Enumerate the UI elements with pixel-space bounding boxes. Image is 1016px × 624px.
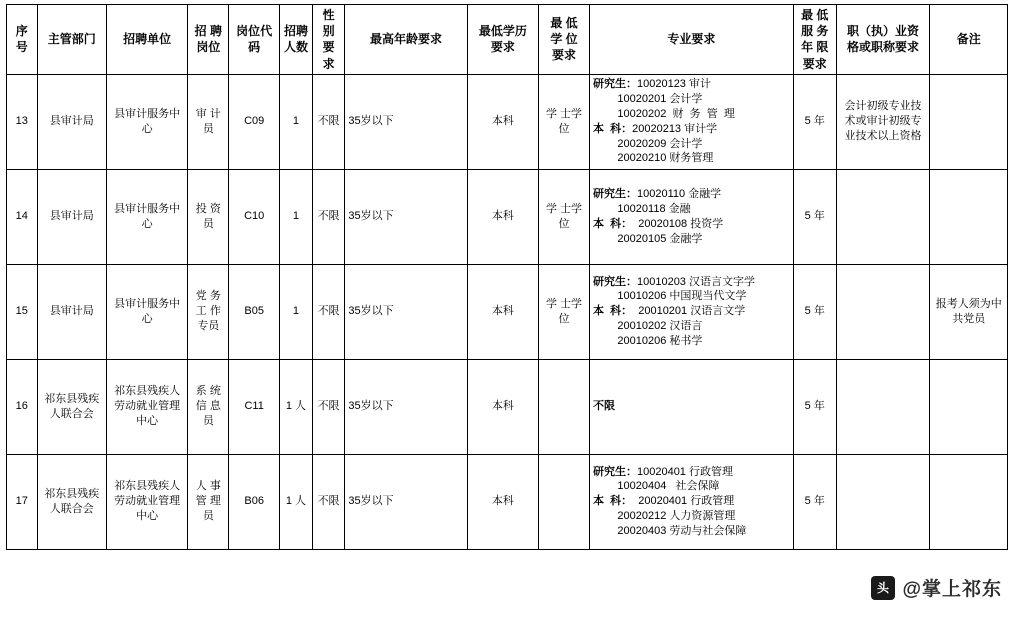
cell-seq: 15 [7,264,38,359]
cell-age: 35岁以下 [345,74,467,169]
cell-age: 35岁以下 [345,359,467,454]
cell-dept: 祁东县残疾人联合会 [37,359,106,454]
cell-edu: 本科 [467,264,538,359]
header-cert: 职（执）业资 格或职称要求 [836,5,930,75]
cell-years: 5 年 [793,359,836,454]
cell-years: 5 年 [793,264,836,359]
header-edu: 最低学历 要求 [467,5,538,75]
cell-num: 1 [280,169,313,264]
header-major: 专业要求 [589,5,793,75]
cell-sex: 不限 [312,169,345,264]
cell-cert [836,264,930,359]
cell-num: 1 人 [280,359,313,454]
header-sex: 性 别 要 求 [312,5,345,75]
cell-age: 35岁以下 [345,264,467,359]
cell-unit: 县审计服务中心 [106,264,188,359]
cell-years: 5 年 [793,74,836,169]
cell-num: 1 [280,74,313,169]
table-row [7,264,1008,359]
cell-degree [539,454,590,549]
cell-major: 研究生：10020401 行政管理 10020404 社会保障 本 科： 20020401 行政管理 20020212 人力资源管理 20020403 劳动与社会保障 [589,454,793,549]
cell-post: 投 资员 [188,169,229,264]
header-years: 最 低 服 务 年 限 要求 [793,5,836,75]
cell-sex: 不限 [312,264,345,359]
cell-note [930,74,1008,169]
header-dept: 主管部门 [37,5,106,75]
header-post: 招 聘 岗位 [188,5,229,75]
cell-note [930,359,1008,454]
cell-note: 报考人须为中共党员 [930,264,1008,359]
table-row [7,359,1008,454]
cell-cert: 会计初级专业技术或审计初级专业技术以上资格 [836,74,930,169]
cell-code: C11 [229,359,280,454]
header-age: 最高年龄要求 [345,5,467,75]
table-row [7,454,1008,549]
cell-seq: 17 [7,454,38,549]
cell-num: 1 [280,264,313,359]
cell-age: 35岁以下 [345,169,467,264]
cell-major: 研究生：10020123 审计 10020201 会计学 10020202 财 务 管 理 本 科：20020213 审计学 20020209 会计学 20020210 财务管理 [589,74,793,169]
table-header-row [7,5,1008,75]
cell-dept: 县审计局 [37,169,106,264]
cell-degree: 学 士学位 [539,74,590,169]
cell-code: B06 [229,454,280,549]
cell-cert [836,169,930,264]
header-seq: 序 号 [7,5,38,75]
cell-unit: 县审计服务中心 [106,169,188,264]
cell-seq: 13 [7,74,38,169]
cell-degree [539,359,590,454]
cell-edu: 本科 [467,169,538,264]
cell-dept: 祁东县残疾人联合会 [37,454,106,549]
cell-unit: 县审计服务中心 [106,74,188,169]
cell-seq: 14 [7,169,38,264]
cell-years: 5 年 [793,454,836,549]
cell-dept: 县审计局 [37,264,106,359]
cell-num: 1 人 [280,454,313,549]
table-row [7,74,1008,169]
cell-sex: 不限 [312,454,345,549]
recruitment-table [6,4,1008,550]
cell-unit: 祁东县残疾人劳动就业管理中心 [106,454,188,549]
watermark [871,574,1002,619]
cell-edu: 本科 [467,454,538,549]
cell-code: C09 [229,74,280,169]
header-unit: 招聘单位 [106,5,188,75]
cell-post: 系 统信 息员 [188,359,229,454]
cell-cert [836,454,930,549]
cell-years: 5 年 [793,169,836,264]
cell-edu: 本科 [467,359,538,454]
cell-post: 人 事管 理员 [188,454,229,549]
table-body [7,74,1008,549]
cell-sex: 不限 [312,359,345,454]
cell-major: 不限 [589,359,793,454]
cell-degree: 学 士学位 [539,264,590,359]
header-note: 备注 [930,5,1008,75]
cell-degree: 学 士学位 [539,169,590,264]
header-degree: 最 低 学 位 要求 [539,5,590,75]
table-row [7,169,1008,264]
cell-code: B05 [229,264,280,359]
cell-sex: 不限 [312,74,345,169]
cell-major: 研究生：10010203 汉语言文字学 10010206 中国现当代文学 本 科： 20010201 汉语言文学 20010202 汉语言 20010206 秘书学 [589,264,793,359]
cell-note [930,454,1008,549]
watermark-text: @掌上祁东 [902,579,1002,600]
toutiao-logo-icon: 头条 [871,576,895,600]
header-code: 岗位代 码 [229,5,280,75]
cell-dept: 县审计局 [37,74,106,169]
header-num: 招聘 人数 [280,5,313,75]
cell-seq: 16 [7,359,38,454]
cell-code: C10 [229,169,280,264]
cell-note [930,169,1008,264]
cell-unit: 祁东县残疾人劳动就业管理中心 [106,359,188,454]
cell-post: 审 计员 [188,74,229,169]
cell-major: 研究生：10020110 金融学 10020118 金融 本 科： 20020108 投资学 20020105 金融学 [589,169,793,264]
cell-cert [836,359,930,454]
cell-age: 35岁以下 [345,454,467,549]
cell-post: 党 务工 作专员 [188,264,229,359]
cell-edu: 本科 [467,74,538,169]
